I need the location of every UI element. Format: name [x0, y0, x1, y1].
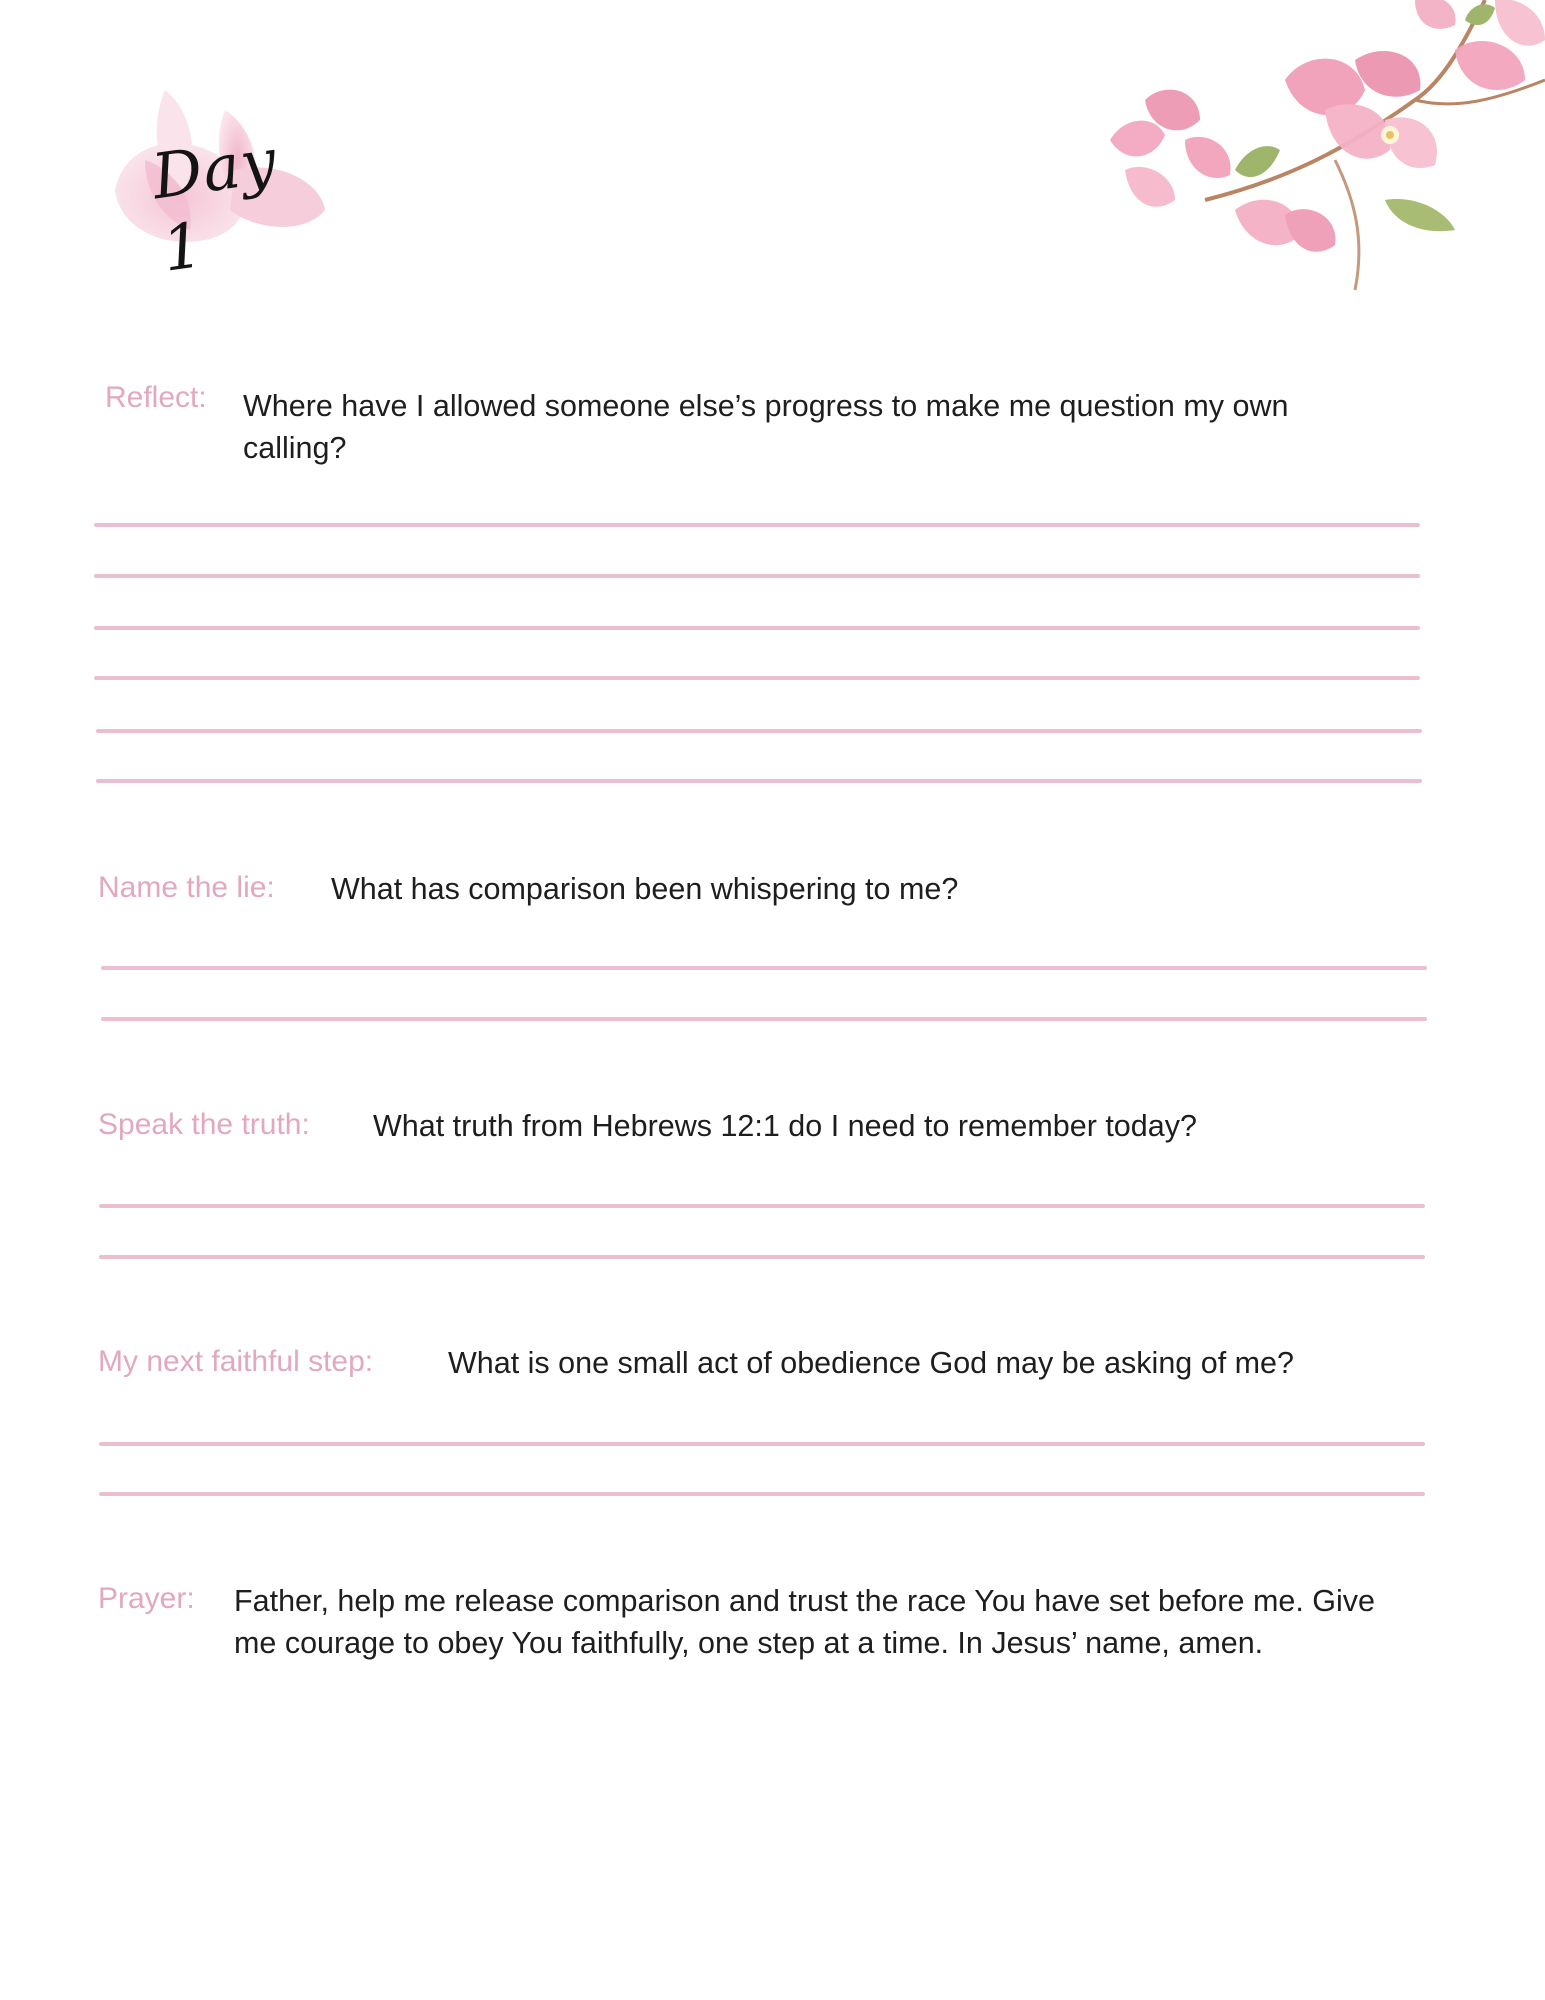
writing-line[interactable]	[96, 729, 1422, 733]
writing-line[interactable]	[99, 1204, 1425, 1208]
writing-line[interactable]	[94, 626, 1420, 630]
writing-line[interactable]	[94, 676, 1420, 680]
writing-line[interactable]	[99, 1492, 1425, 1496]
section-prompt-next-faithful-step: What is one small act of obedience God may be asking of me?	[448, 1346, 1294, 1380]
section-prompt-speak-the-truth: What truth from Hebrews 12:1 do I need to remember today?	[373, 1109, 1197, 1143]
section-label-prayer: Prayer:	[98, 1582, 195, 1615]
writing-line[interactable]	[94, 523, 1420, 527]
section-label-speak-the-truth: Speak the truth:	[98, 1108, 310, 1141]
day-badge	[105, 70, 335, 286]
prayer-text: Father, help me release comparison and trust the race You have set before me. Give me courage to obey You faithfully, one step at a time. In Jesus’ name, amen.	[234, 1584, 1376, 1660]
section-prompt-reflect: Where have I allowed someone else’s progress to make me question my own calling?	[243, 389, 1289, 465]
writing-line[interactable]	[101, 966, 1427, 970]
section-label-next-faithful-step: My next faithful step:	[98, 1345, 374, 1378]
day-title: Day 1	[147, 123, 282, 286]
writing-line[interactable]	[99, 1255, 1425, 1259]
bougainvillea-flowers-icon	[1085, 0, 1545, 300]
writing-line[interactable]	[99, 1442, 1425, 1446]
section-label-name-the-lie: Name the lie:	[98, 871, 275, 904]
writing-line[interactable]	[101, 1017, 1427, 1021]
writing-line[interactable]	[94, 574, 1420, 578]
section-prompt-name-the-lie: What has comparison been whispering to me?	[331, 872, 959, 906]
writing-line[interactable]	[96, 779, 1422, 783]
section-label-reflect: Reflect:	[105, 381, 207, 414]
